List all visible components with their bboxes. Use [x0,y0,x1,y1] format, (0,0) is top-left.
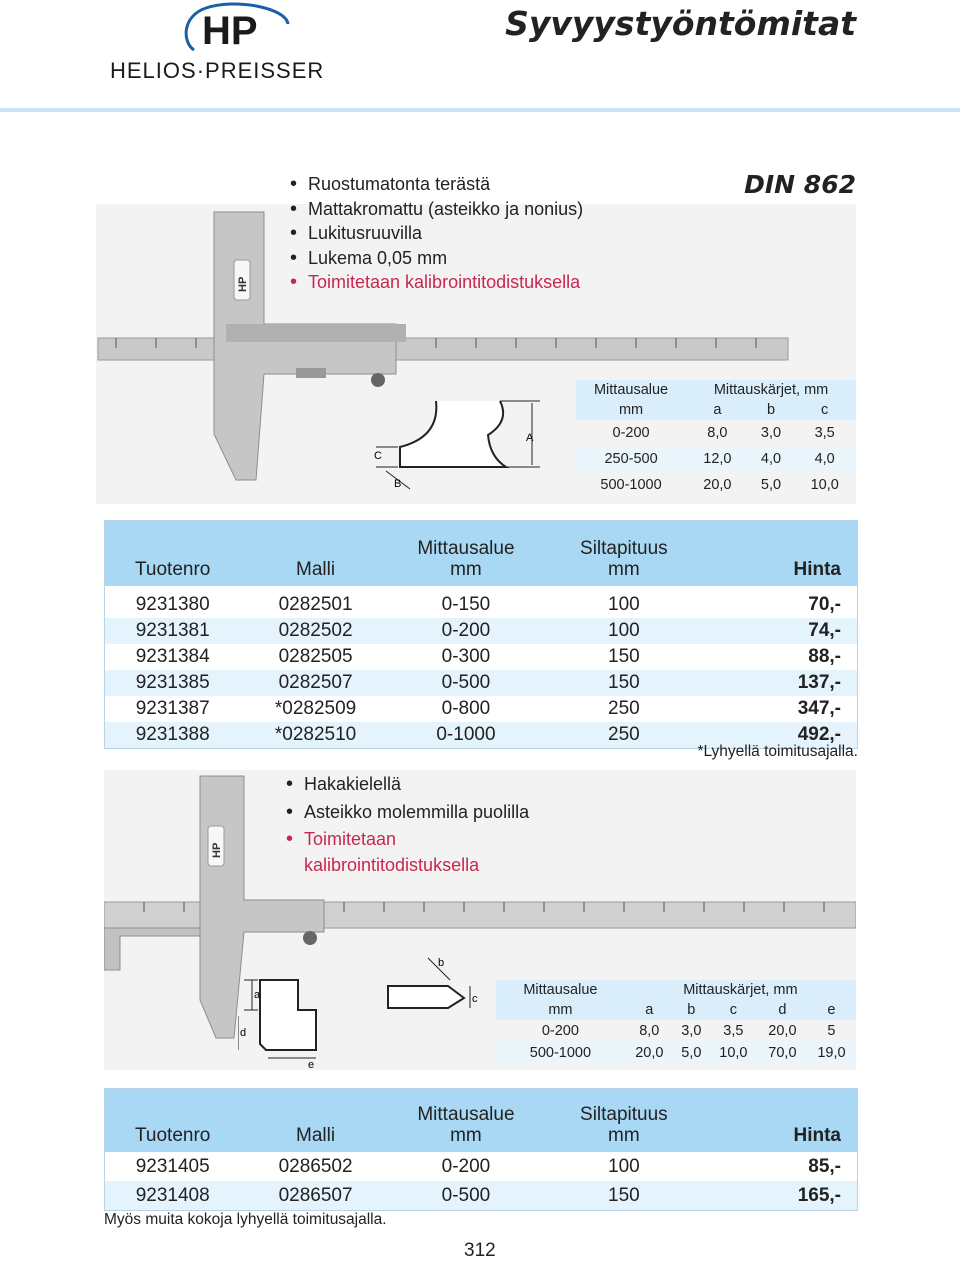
product-table-1 [104,520,858,749]
tips-cell: 3,0 [760,425,782,441]
tips-cell: 0-200 [612,425,650,441]
col-header-range: Mittausalue mm [391,521,541,586]
tips-table-1 [576,380,856,498]
feature-item: • Ruostumatonta terästä [290,172,583,197]
page-number: 312 [464,1240,496,1261]
col-header-price: Hinta [707,1089,857,1152]
tips-cell: 3,5 [814,425,835,441]
tips-col-header: e [807,1000,856,1020]
col-header-bridge: Siltapituus mm [541,521,706,586]
feature-item: • Asteikko molemmilla puolilla [286,798,529,826]
features-list-2 [286,770,529,878]
tips-row [576,446,856,472]
table-row: 9231408 0286507 0-500 150 165,- [105,1181,857,1210]
svg-text:d: d [240,1027,247,1039]
tips-cell: 20,0 [625,1042,674,1064]
table-row: 9231388 *0282510 0-1000 250 492,- [105,722,857,748]
tips-cell: 19,0 [807,1042,856,1064]
logo-text: HELIOS·PREISSER [110,58,325,83]
feature-item: • Lukema 0,05 mm [290,246,583,271]
tips-range-unit: mm [496,1000,625,1020]
helios-preisser-logo-mark [176,2,296,58]
tips-row [576,472,856,498]
features-list-1 [290,172,583,295]
din-standard: DIN 862 [744,170,856,199]
col-header-code: Tuotenro [105,1089,240,1152]
svg-text:A: A [526,432,534,444]
tips-cell: 12,0 [686,446,749,472]
tips-cell: 10,0 [810,477,839,493]
tips-cell: 4,0 [749,446,794,472]
tips-cell: 500-1000 [600,477,662,493]
page-title: Syvyystyöntömitat [505,4,856,43]
table-row: 9231381 0282502 0-200 100 74,- [105,618,857,644]
table-row: 9231385 0282507 0-500 150 137,- [105,670,857,696]
tips-cell: 8,0 [639,1023,660,1039]
col-header-code: Tuotenro [105,521,240,586]
tips-cell: 5 [827,1023,836,1039]
table-row: 9231384 0282505 0-300 150 88,- [105,644,857,670]
tips-cell: 3,5 [723,1023,744,1039]
tips-cell: 500-1000 [496,1042,625,1064]
tips-range-unit: mm [576,400,686,420]
feature-item: • Lukitusruuvilla [290,221,583,246]
tip-diagram-2 [238,950,488,1070]
tips-col-header: b [674,1000,709,1020]
svg-text:B: B [394,478,402,490]
col-header-bridge: Siltapituus mm [541,1089,706,1152]
col-header-model: Malli [240,521,390,586]
tips-cell: 8,0 [707,425,728,441]
col-header-range: Mittausalue mm [391,1089,541,1152]
tips-col-header: c [793,400,856,420]
tips-cell: 10,0 [709,1042,758,1064]
feature-item-highlight: • Toimitetaan kalibrointitodistuksella [286,826,529,878]
svg-text:b: b [438,957,445,969]
tips-col-header: b [749,400,794,420]
tips-group-header: Mittauskärjet, mm [625,980,856,1000]
tip-diagram-1 [370,385,550,495]
svg-text:c: c [472,993,478,1005]
tips-cell: 5,0 [674,1042,709,1064]
tips-cell: 3,0 [681,1023,702,1039]
product-table-2 [104,1088,858,1211]
table-row: 9231405 0286502 0-200 100 85,- [135,1155,841,1177]
tips-row [496,1020,856,1042]
tips-cell: 0-200 [541,1023,579,1039]
table-row: 9231380 0282501 0-150 100 70,- [105,586,857,618]
svg-text:C: C [374,450,382,462]
tips-table-2 [496,980,856,1064]
feature-item: • Mattakromattu (asteikko ja nonius) [290,197,583,222]
svg-text:HP: HP [202,9,258,53]
tips-row [496,1042,856,1064]
tips-range-header: Mittausalue [496,980,625,1000]
col-header-price: Hinta [707,521,857,586]
tips-cell: 4,0 [793,446,856,472]
tips-group-header: Mittauskärjet, mm [686,380,856,400]
footnote-other-sizes: Myös muita kokoja lyhyellä toimitusajalla. [104,1211,387,1228]
tips-cell: 250-500 [576,446,686,472]
col-header-model: Malli [240,1089,390,1152]
header-divider [0,108,960,112]
feature-item: • Hakakielellä [286,770,529,798]
tips-cell: 5,0 [760,477,782,493]
svg-text:HP: HP [237,276,249,292]
tips-col-header: c [709,1000,758,1020]
tips-col-header: d [758,1000,807,1020]
tips-range-header: Mittausalue [576,380,686,400]
tips-row [576,420,856,446]
tips-cell: 70,0 [758,1042,807,1064]
tips-cell: 20,0 [768,1023,797,1039]
tips-col-header: a [625,1000,674,1020]
table-row: 9231387 *0282509 0-800 250 347,- [105,696,857,722]
footnote-short-delivery: *Lyhyellä toimitusajalla. [697,743,858,760]
feature-item-highlight: • Toimitetaan kalibrointitodistuksella [290,270,583,295]
svg-text:e: e [308,1059,315,1070]
svg-text:HP: HP [211,842,223,858]
svg-text:a: a [254,989,261,1001]
tips-cell: 20,0 [703,477,732,493]
tips-col-header: a [686,400,749,420]
